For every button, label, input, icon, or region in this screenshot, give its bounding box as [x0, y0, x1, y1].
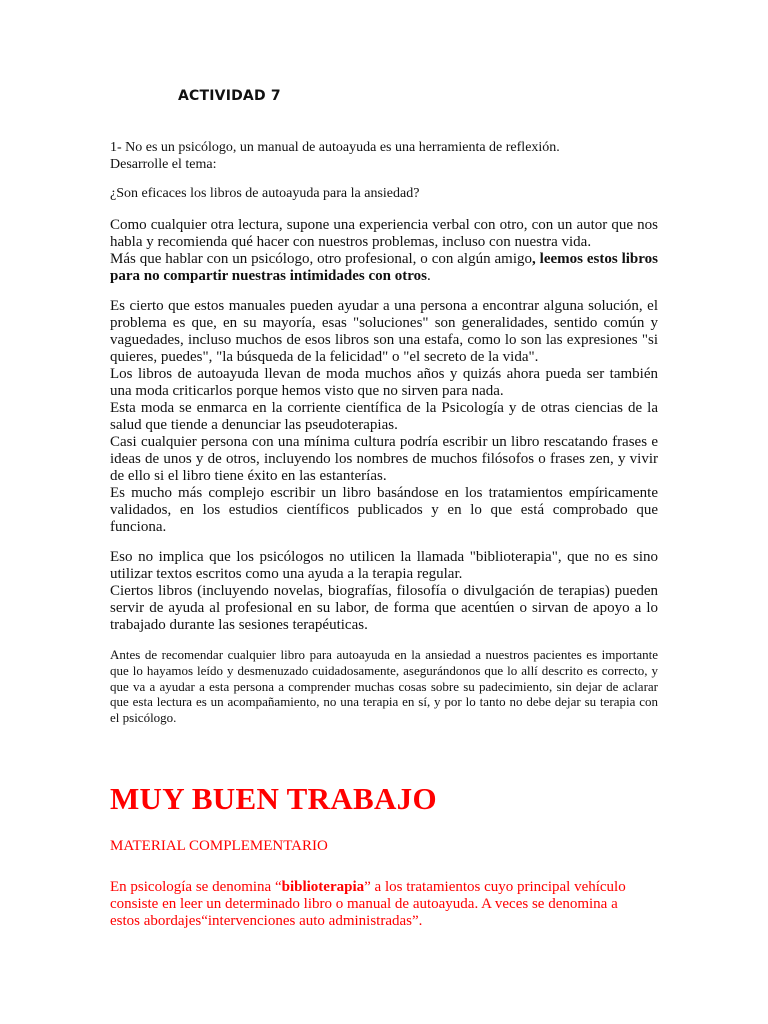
material-text-after: ” a los tratamientos cuyo principal vehículo consiste en leer un determinado libro o manual de autoayuda. A veces se denomina a estos abordajes“intervenciones auto administradas”. [110, 879, 626, 929]
question-line: ¿Son eficaces los libros de autoayuda para la ansiedad? [110, 186, 420, 201]
intro-line-2: Desarrolle el tema: [110, 157, 217, 172]
intro-block [110, 139, 658, 173]
paragraph-1-text: Como cualquier otra lectura, supone una experiencia verbal con otro, con un autor que nos habla y recomienda qué hacer con nuestros problemas, incluso con nuestra vida. [110, 217, 658, 250]
paragraph-3-sentence-2: Ciertos libros (incluyendo novelas, biografías, filosofía o divulgación de terapias) pueden servir de ayuda al profesional en su labor, de forma que acentúen o sirvan de apoyo a lo trabajado durante las sesiones terapéuticas. [110, 583, 658, 633]
paragraph-2-sentence-1: Es cierto que estos manuales pueden ayudar a una persona a encontrar alguna solución, el problema es que, en su mayoría, esas "soluciones" son generalidades, sentido común y vaguedades, incluso muchos de esos libros son una estafa, como lo son las expresiones "si quieres, puedes", "la búsqueda de la felicidad" o "el secreto de la vida". [110, 298, 658, 365]
paragraph-4: Antes de recomendar cualquier libro para autoayuda en la ansiedad a nuestros pacientes es importante que lo hayamos leído y desmenuzado cuidadosamente, asegurándonos que lo allí descrito es correcto, y que va a ayudar a esta persona a comprender muchas cosas sobre su padecimiento, sin dejar de aclarar que esta lectura es un acompañamiento, no una terapia en sí, y por lo tanto no debe dejar su terapia con el psicólogo. [110, 647, 658, 726]
paragraph-1-text-2: Más que hablar con un psicólogo, otro profesional, o con algún amigo [110, 251, 532, 267]
paragraph-2-sentence-4: Casi cualquier persona con una mínima cultura podría escribir un libro rescatando frases e ideas de unos y de otros, incluyendo los nombres de muchos filósofos o frases zen, y vivir de ello si el libro tiene éxito en las estanterías. [110, 434, 658, 484]
material-text-before: En psicología se denomina “ [110, 879, 282, 895]
paragraph-3-sentence-1: Eso no implica que los psicólogos no utilicen la llamada "biblioterapia", que no es sino utilizar textos escritos como una ayuda a la terapia regular. [110, 549, 658, 582]
material-title: MATERIAL COMPLEMENTARIO [110, 838, 328, 854]
paragraph-2-sentence-3: Esta moda se enmarca en la corriente científica de la Psicología y de otras ciencias de la salud que tiende a denunciar las pseudoterapias. [110, 400, 658, 433]
paragraph-1-end: . [426, 268, 431, 284]
paragraph-3 [110, 549, 658, 634]
material-term: biblioterapia [281, 879, 365, 895]
intro-line-1: 1- No es un psicólogo, un manual de autoayuda es una herramienta de reflexión. [110, 140, 560, 155]
material-paragraph [110, 879, 650, 930]
paragraph-1 [110, 217, 658, 285]
feedback-heading: MUY BUEN TRABAJO [110, 781, 437, 816]
paragraph-2 [110, 298, 658, 536]
paragraph-2-sentence-2: Los libros de autoayuda llevan de moda muchos años y quizás ahora pueda ser también una moda criticarlos porque hemos visto que no sirven para nada. [110, 366, 658, 399]
paragraph-1-bold: , leemos estos libros para no compartir nuestras intimidades con otros [110, 251, 658, 284]
paragraph-2-sentence-5: Es mucho más complejo escribir un libro basándose en los tratamientos empíricamente validados, en los estudios científicos publicados y en lo que está comprobado que funciona. [110, 485, 658, 535]
activity-heading: ACTIVIDAD 7 [178, 88, 281, 104]
